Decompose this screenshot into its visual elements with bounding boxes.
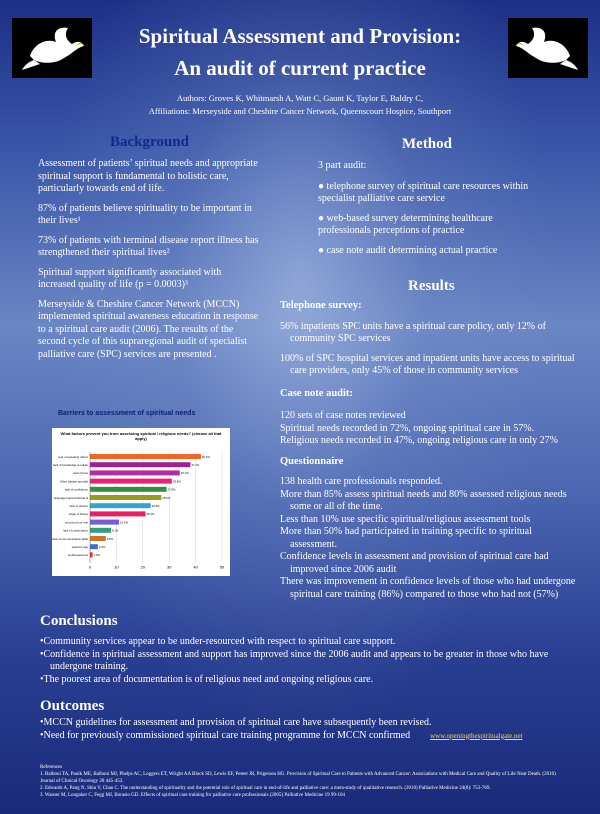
casenote-item-3: Religious needs recorded in 47%, ongoing religious care in only 27% — [280, 435, 558, 446]
chart-category-label: Other (please specify) — [59, 479, 88, 484]
chart-category-label: fear of upsetting others — [58, 454, 88, 459]
chart-x-tick: 20 — [140, 564, 146, 570]
chart-category-label: language barrier/cultural di — [53, 495, 88, 500]
chart-category-label: not part of my role — [64, 520, 88, 525]
chart-value-label: 22.6% — [151, 504, 160, 508]
chart-title: What factors prevent you from assessing spiritual / religious needs? (choose all that apply) — [60, 431, 222, 441]
questionnaire-item-1: 138 health care professionals responded. — [280, 476, 443, 487]
chart-bar — [90, 528, 111, 533]
background-para-2: 87% of patients believe spirituality to be important in their lives¹ — [38, 202, 252, 226]
chart-category-label: lack of knowledge re religio — [53, 463, 88, 467]
chart-value-label: 20.2% — [146, 512, 155, 517]
questionnaire-item-6: There was improvement in confidence levels of those who had undergone spiritual care training (86%) compared to those who had not (57%) — [280, 576, 576, 600]
chart-category-label: embarrassment — [67, 553, 88, 558]
chart-value-label: 2.4% — [98, 545, 106, 549]
chart-x-tick: 40 — [193, 564, 198, 570]
chart-value-label: 26.6% — [162, 495, 171, 500]
conclusions-heading: Conclusions — [40, 613, 118, 629]
chart-x-tick: 0 — [88, 564, 92, 570]
authors: Authors: Groves K, Whitmarsh A, Watt C, Gaunt K, Taylor E, Baldry C, — [176, 93, 424, 103]
chart-caption: Barriers to assessment of spiritual needs — [58, 410, 196, 417]
questionnaire-heading: Questionnaire — [280, 455, 344, 467]
conclusion-item-2: •Confidence in spiritual assessment and support has improved since the 2006 audit and appears to be greater in those who have undergone training. — [40, 648, 549, 672]
method-intro: 3 part audit: — [318, 160, 367, 171]
chart-value-label: 1.6% — [93, 553, 101, 558]
method-bullet-1: ● telephone survey of spiritual care resources within specialist palliative care service — [318, 180, 529, 204]
chart-category-label: lack of time — [73, 471, 88, 476]
chart-category-label: lack of privacy — [69, 504, 88, 508]
chart-x-tick: 50 — [219, 564, 225, 570]
chart-value-label: 33.1% — [180, 471, 189, 476]
outcome-item-2 — [40, 730, 580, 743]
method-bullet-2: ● web-based survey determining healthcare professionals perceptions of practice — [318, 212, 493, 236]
method-heading: Method — [402, 136, 452, 152]
conclusion-item-3: •The poorest area of documentation is of religious need and ongoing religious care. — [40, 673, 374, 685]
references — [40, 764, 560, 799]
chart-bar — [90, 495, 161, 500]
chart-bar — [90, 487, 167, 492]
telephone-item-1: 56% inpatients SPC units have a spiritual care policy, only 12% of community SPC services — [280, 320, 546, 344]
website-link[interactable]: www.openingthespiritualgate.net — [430, 731, 523, 740]
background-para-4: Spiritual support significantly associated with increased quality of life (p = 0.0003)³ — [38, 266, 222, 290]
chart-value-label: 8.1% — [112, 528, 119, 533]
poster-title-line1: Spiritual Assessment and Provision: — [138, 24, 462, 48]
outcomes-text — [40, 717, 580, 742]
questionnaire-item-3: Less than 10% use specific spiritual/religious assessment tools — [280, 513, 531, 525]
method-bullet-3: ● case note audit determining actual practice — [318, 244, 498, 256]
chart-bar — [90, 552, 93, 557]
chart-bar — [90, 544, 98, 549]
reference-2: 2. Edwards A, Pang N, Shiu V, Chan C. The understanding of spirituality and the potential role of spiritual care in end-of-life and palliative care: a meta-study of qualitative research. (2010) Palliative Medicine 24(8): 753-769. — [40, 786, 491, 791]
chart-bar — [90, 503, 151, 508]
chart-value-label: 37.1% — [191, 463, 200, 467]
method-text — [318, 160, 548, 264]
poster-title-line2: An audit of current practice — [174, 56, 426, 80]
outcome-item-1: •MCCN guidelines for assessment and provision of spiritual care have subsequently been revised. — [40, 717, 432, 728]
telephone-item-2: 100% of SPC hospital services and inpatient units have access to spiritual care providers, only 45% of those in community services — [280, 352, 575, 376]
background-heading: Background — [110, 134, 189, 150]
barriers-chart — [52, 428, 230, 576]
chart-bar — [90, 520, 119, 525]
chart-bar — [90, 454, 201, 459]
questionnaire-item-2: More than 85% assess spiritual needs and 80% assessed religious needs some or all of the time. — [280, 488, 567, 512]
casenote-item-1: 120 sets of case notes reviewed — [280, 410, 406, 421]
results-text — [280, 300, 576, 601]
questionnaire-item-4: More than 50% had participated in training specific to spiritual assessment. — [280, 526, 532, 550]
background-para-3: 73% of patients with terminal disease report illness has strengthened their spiritual lives² — [38, 234, 259, 258]
outcome-item-2-text: •Need for previously commissioned spiritual care training programme for MCCN confirmed — [40, 729, 411, 741]
background-para-5: Merseyside & Cheshire Cancer Network (MCCN) implemented spiritual awareness education in response to a spiritual care audit (2006). The results of the second cycle of this supraregional audit of specialist palliative care (SPC) services are presented . — [38, 298, 259, 360]
reference-1: 1. Balboni TA, Paulk ME, Balboni MJ, Phelps AC, Loggers ET, Wright AA Block SD, Lewis EF, Peteet JR, Prigerson HG. Provision of Spiritual Care to Patients with Advanced Cancer: Associations with Medical Care and Quality of Life Near Death. (2010) Journal of Clinical Oncology 28 445-452. — [40, 772, 556, 784]
chart-value-label: 10.5% — [120, 520, 128, 525]
chart-bar — [90, 462, 190, 467]
background-text — [38, 158, 260, 368]
chart-x-tick: 10 — [114, 564, 119, 570]
chart-category-label: patient's age — [71, 545, 88, 549]
conclusion-item-1: •Community services appear to be under-resourced with respect to spiritual care support. — [40, 636, 396, 647]
chart-value-label: 27.8% — [167, 487, 176, 492]
outcomes-heading: Outcomes — [40, 698, 105, 714]
questionnaire-item-5: Confidence levels in assessment and provision of spiritual care had improved since 2006 audit — [280, 551, 549, 575]
chart-category-label: lack of confidence — [64, 487, 88, 492]
chart-plot — [52, 428, 230, 576]
chart-value-label: 29.8% — [172, 479, 181, 484]
background-para-1: Assessment of patients’ spiritual needs and appropriate spiritual support is fundamental to holistic care, particularly towards end of life. — [38, 158, 258, 194]
chart-value-label: 40.3% — [201, 454, 210, 459]
chart-value-label: 6.5% — [106, 536, 114, 541]
chart-category-label: stage of illness — [68, 512, 88, 517]
chart-bar — [90, 511, 145, 516]
reference-3: 3. Wasner M, Longaker C, Fegg MJ, Borasio GD. Effects of spiritual care training for palliative care professionals (2005) Palliative Medicine 19 99-104 — [40, 793, 346, 798]
results-heading: Results — [408, 278, 455, 294]
affiliations: Affiliations: Merseyside and Cheshire Cancer Network, Queenscourt Hospice, Southport — [148, 106, 452, 116]
chart-bar — [90, 536, 106, 541]
chart-bar — [90, 470, 180, 475]
chart-category-label: lack of continuation — [63, 528, 88, 533]
casenote-heading: Case note audit: — [280, 387, 353, 399]
chart-category-label: lack of communication skills — [52, 536, 88, 541]
chart-x-tick: 30 — [166, 564, 172, 570]
conclusions-text — [40, 636, 560, 686]
references-heading: References — [40, 765, 63, 770]
telephone-heading: Telephone survey: — [280, 300, 362, 311]
chart-bar — [90, 479, 172, 484]
casenote-item-2: Spiritual needs recorded in 72%, ongoing spiritual care in 57%. — [280, 422, 535, 434]
